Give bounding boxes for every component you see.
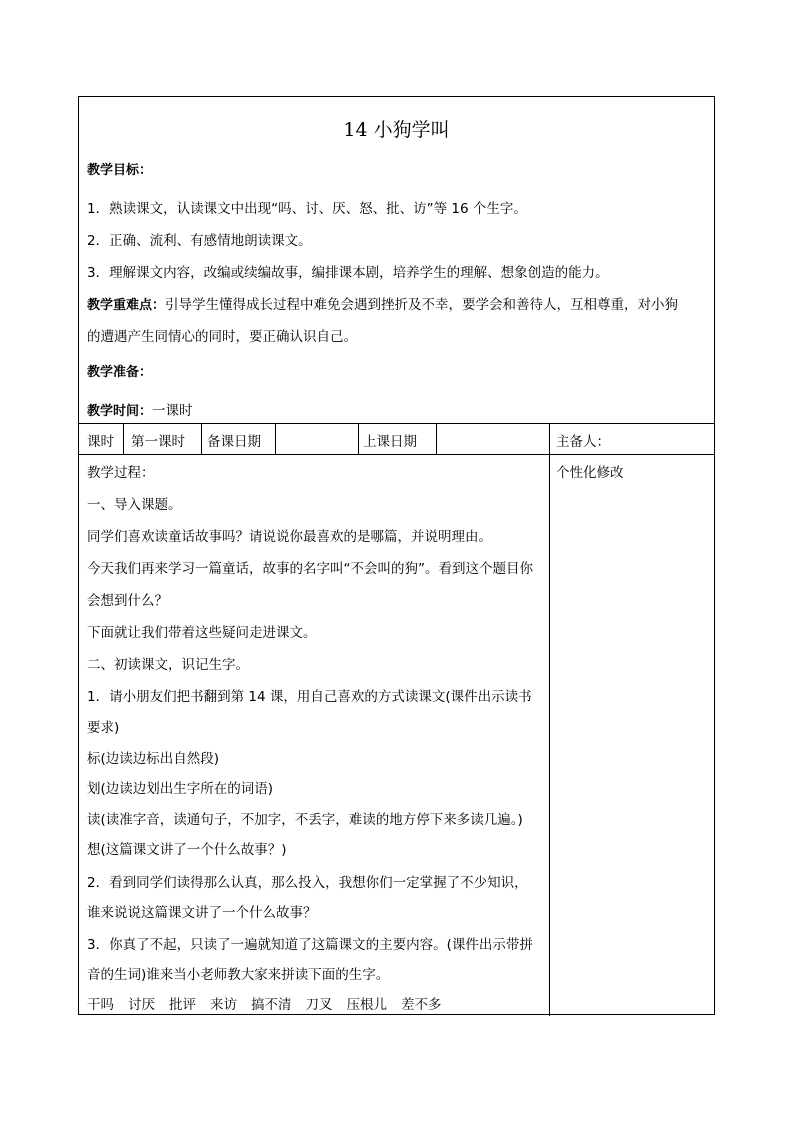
lesson-value: 第一课时 (131, 434, 185, 450)
key-points (87, 293, 678, 313)
process-line: 同学们喜欢读童话故事吗？请说说你最喜欢的是哪篇，并说明理由。 (87, 529, 492, 545)
prep-date-label: 备课日期 (207, 434, 261, 450)
divider (79, 454, 714, 455)
word-item: 搞不清 (251, 997, 292, 1013)
process-line: 谁来说说这篇课文讲了一个什么故事？ (87, 905, 317, 921)
process-line: 二、初读课文，识记生字。 (87, 657, 249, 673)
process-line: 今天我们再来学习一篇童话，故事的名字叫“不会叫的狗”。看到这个题目你 (87, 561, 533, 577)
class-date-label: 上课日期 (363, 434, 417, 450)
divider (79, 423, 714, 424)
process-line: 1．请小朋友们把书翻到第 14 课，用自己喜欢的方式读课文(课件出示读书 (87, 689, 532, 705)
divider (358, 423, 359, 454)
key-points-text: 引导学生懂得成长过程中难免会遇到挫折及不幸，要学会和善待人，互相尊重，对小狗 (165, 297, 679, 313)
process-line: 音的生词)谁来当小老师教大家来拼读下面的生字。 (87, 967, 390, 983)
personal-label: 个性化修改 (556, 465, 624, 481)
word-item: 干吗 (87, 997, 114, 1013)
key-points-label: 教学重难点： (87, 298, 166, 313)
word-item: 批评 (169, 997, 196, 1013)
time-value: 一课时 (152, 403, 193, 419)
divider (275, 423, 276, 454)
process-line: 一、导入课题。 (87, 497, 182, 513)
process-line: 想(这篇课文讲了一个什么故事？) (87, 842, 287, 858)
divider (549, 423, 550, 1016)
process-line: 下面就让我们带着这些疑问走进课文。 (87, 625, 317, 641)
teaching-time (87, 399, 193, 419)
process-label: 教学过程： (87, 465, 155, 481)
process-line: 3．你真了不起，只读了一遍就知道了这篇课文的主要内容。(课件出示带拼 (87, 937, 533, 953)
preparer-label: 主备人： (556, 434, 610, 450)
process-line: 标(边读边标出自然段) (87, 751, 220, 767)
divider (123, 423, 124, 454)
process-line: 2．看到同学们读得那么认真，那么投入，我想你们一定掌握了不少知识， (87, 875, 528, 891)
prep-label: 教学准备： (87, 365, 153, 380)
process-line: 读(读准字音，读通句子，不加字，不丢字，难读的地方停下来多读几遍。) (87, 812, 523, 828)
divider (436, 423, 437, 454)
process-line: 会想到什么？ (87, 593, 168, 609)
process-line: 要求) (87, 720, 120, 736)
word-item: 刀叉 (305, 997, 333, 1013)
objective-item: 2．正确、流利、有感情地朗读课文。 (87, 233, 312, 249)
objective-item: 3．理解课文内容，改编或续编故事，编排课本剧，培养学生的理解、想象创造的能力。 (87, 265, 609, 281)
word-item: 差不多 (401, 997, 442, 1013)
divider (201, 423, 202, 454)
time-label: 教学时间： (87, 404, 153, 419)
lesson-plan-table (78, 96, 715, 1015)
word-item: 来访 (210, 997, 237, 1013)
objectives-label: 教学目标： (87, 163, 153, 178)
new-words-list (87, 993, 456, 1013)
word-item: 压根儿 (346, 997, 387, 1013)
process-line: 划(边读边划出生字所在的词语) (87, 781, 274, 797)
lesson-label: 课时 (87, 434, 114, 450)
page-title: 14 小狗学叫 (343, 119, 450, 141)
key-points-text-cont: 的遭遇产生同情心的同时，要正确认识自己。 (87, 329, 357, 345)
objective-item: 1．熟读课文，认读课文中出现“吗、讨、厌、怒、批、访”等 16 个生字。 (87, 201, 527, 217)
word-item: 讨厌 (128, 997, 155, 1013)
